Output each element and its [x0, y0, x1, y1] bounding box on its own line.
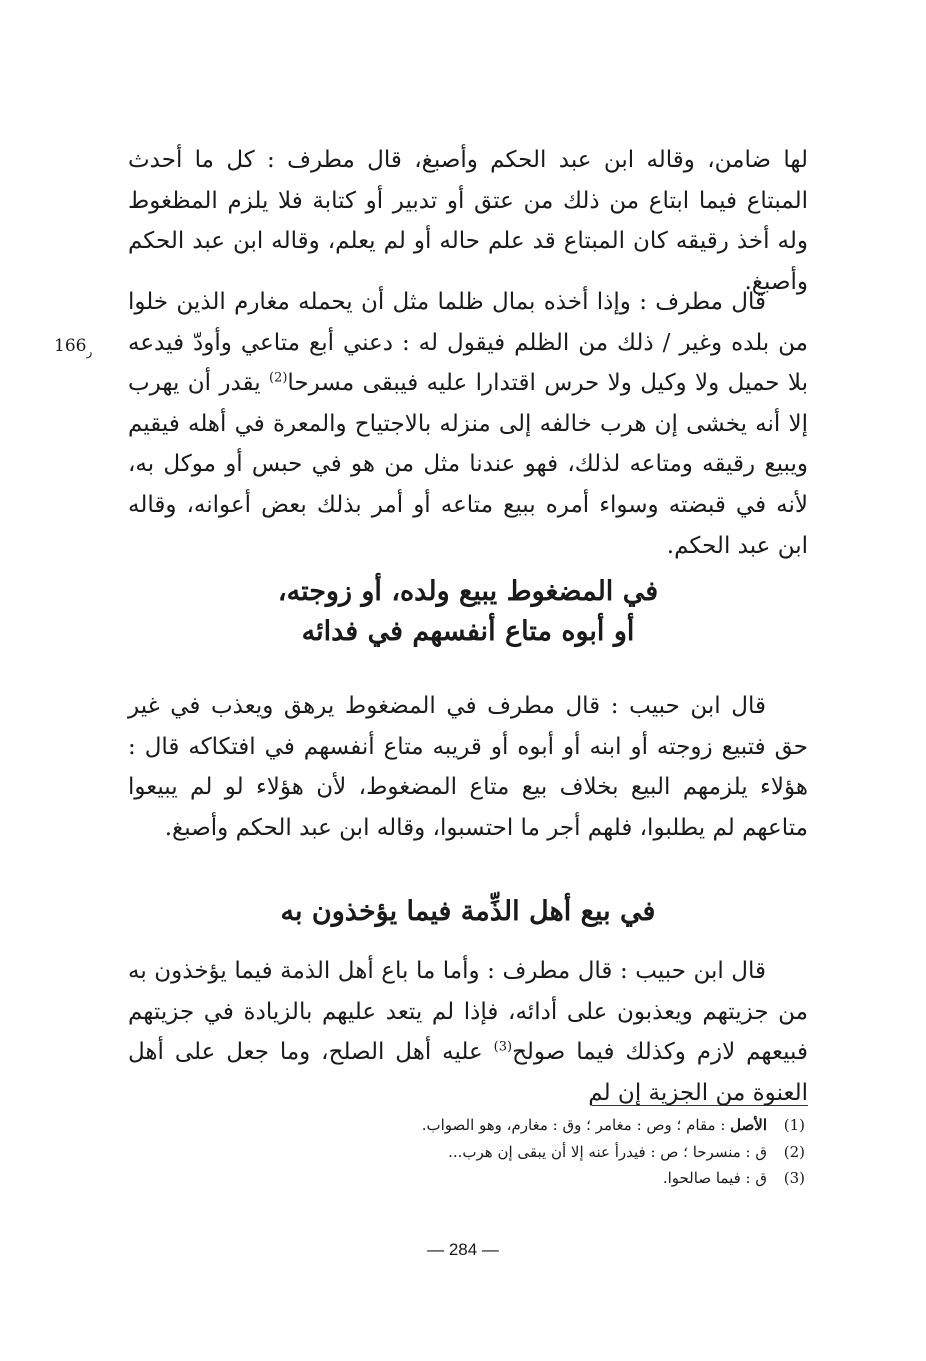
- footnote-divider: [592, 1105, 808, 1106]
- page-number: — 284 —: [427, 1240, 499, 1259]
- footnote-2-text: ق : منسرحا ؛ ص : فيدرأ عنه إلا أن يبقى إن هرب...: [448, 1142, 767, 1161]
- footnote-ref-2: (2): [268, 370, 288, 386]
- paragraph-4-part-a: قال ابن حبيب : قال مطرف : وأما ما باع أهل الذمة فيما يؤخذون به من جزيتهم ويعذبون على أدائه، فإذا لم يتعد عليهم بالزيادة في جزيتهم فبيعهم لازم وكذلك فيما صولح: [128, 958, 808, 1066]
- paragraph-3-text: قال ابن حبيب : قال مطرف في المضغوط يرهق ويعذب في غير حق فتبيع زوجته أو ابنه أو أبوه أو قريبه متاع أنفسهم في افتكاكه قال : هؤلاء يلزمهم البيع بخلاف بيع متاع المضغوط، لأن هؤلاء لو لم يبيعوا متاعهم لم يطلبوا، فلهم أجر ما احتسبوا، وقاله ابن عبد الحكم وأصبغ.: [128, 693, 808, 841]
- paragraph-4: [128, 951, 808, 1113]
- paragraph-2: [128, 282, 808, 566]
- footnote-3-number: (3): [783, 1169, 805, 1187]
- paragraph-2-part-a: قال مطرف : وإذا أخذه بمال ظلما مثل أن يحمله مغارم الذين خلوا من بلده وغير / ذلك من الظلم فيقول له : دعني أبع متاعي وأودّ فيدعه بلا حميل ولا وكيل ولا حرس اقتدارا عليه فيبقى مسرحا: [128, 289, 808, 397]
- footnote-ref-3: (3): [493, 1039, 513, 1055]
- paragraph-2-text: [128, 282, 808, 566]
- footnote-1-number: (1): [783, 1116, 805, 1134]
- folio-number: 166: [54, 336, 87, 356]
- section-heading-1-line-2: أو أبوه متاع أنفسهم في فدائه: [301, 616, 635, 647]
- paragraph-1-text: لها ضامن، وقاله ابن عبد الحكم وأصبغ، قال مطرف : كل ما أحدث المبتاع فيما ابتاع من ذلك من عتق أو تدبير أو كتابة فلا يلزم المظغوط وله أخذ رقيقه كان المبتاع قد علم حاله أو لم يعلم، وقاله ابن عبد الحكم وأصبغ.: [128, 147, 808, 295]
- section-heading-1-line-1: في المضغوط يبيع ولده، أو زوجته،: [277, 576, 659, 607]
- footnote-1-body: : مقام ؛ وص : مغامر ؛ وق : مغارم، وهو الصواب.: [421, 1116, 731, 1134]
- footnote-1-text: [300, 1112, 767, 1139]
- paragraph-4-text: [128, 951, 808, 1113]
- paragraph-1: [128, 140, 808, 302]
- footnotes: [300, 1112, 805, 1192]
- footnote-2: [300, 1139, 805, 1166]
- footnote-1: [300, 1112, 805, 1139]
- footnote-1-label: الأصل: [730, 1116, 767, 1134]
- paragraph-2-part-b: يقدر أن يهرب إلا أنه يخشى إن هرب خالفه إلى منزله بالاجتياح والمعرة في أهله فيقيم ويبيع رقيقه ومتاعه لذلك، فهو عندنا مثل من هو في حبس أو موكل به، لأنه في قبضته وسواء أمره ببيع متاعه أو أمر بذلك بعض أعوانه، وقاله ابن عبد الحكم.: [128, 370, 808, 559]
- section-heading-2-text: في بيع أهل الذِّمة فيما يؤخذون به: [280, 896, 656, 927]
- footnote-3-text: ق : فيما صالحوا.: [662, 1169, 767, 1187]
- footnote-3: [300, 1165, 805, 1192]
- section-heading-1: [128, 572, 808, 652]
- paragraph-3: [128, 686, 808, 848]
- section-heading-2: [128, 892, 808, 932]
- folio-margin-note: [54, 336, 92, 358]
- footnote-2-number: (2): [783, 1142, 805, 1161]
- folio-side: ر: [86, 344, 93, 359]
- paragraph-4-part-b: عليه أهل الصلح، وما جعل على أهل العنوة من الجزية إن لم: [128, 1039, 808, 1106]
